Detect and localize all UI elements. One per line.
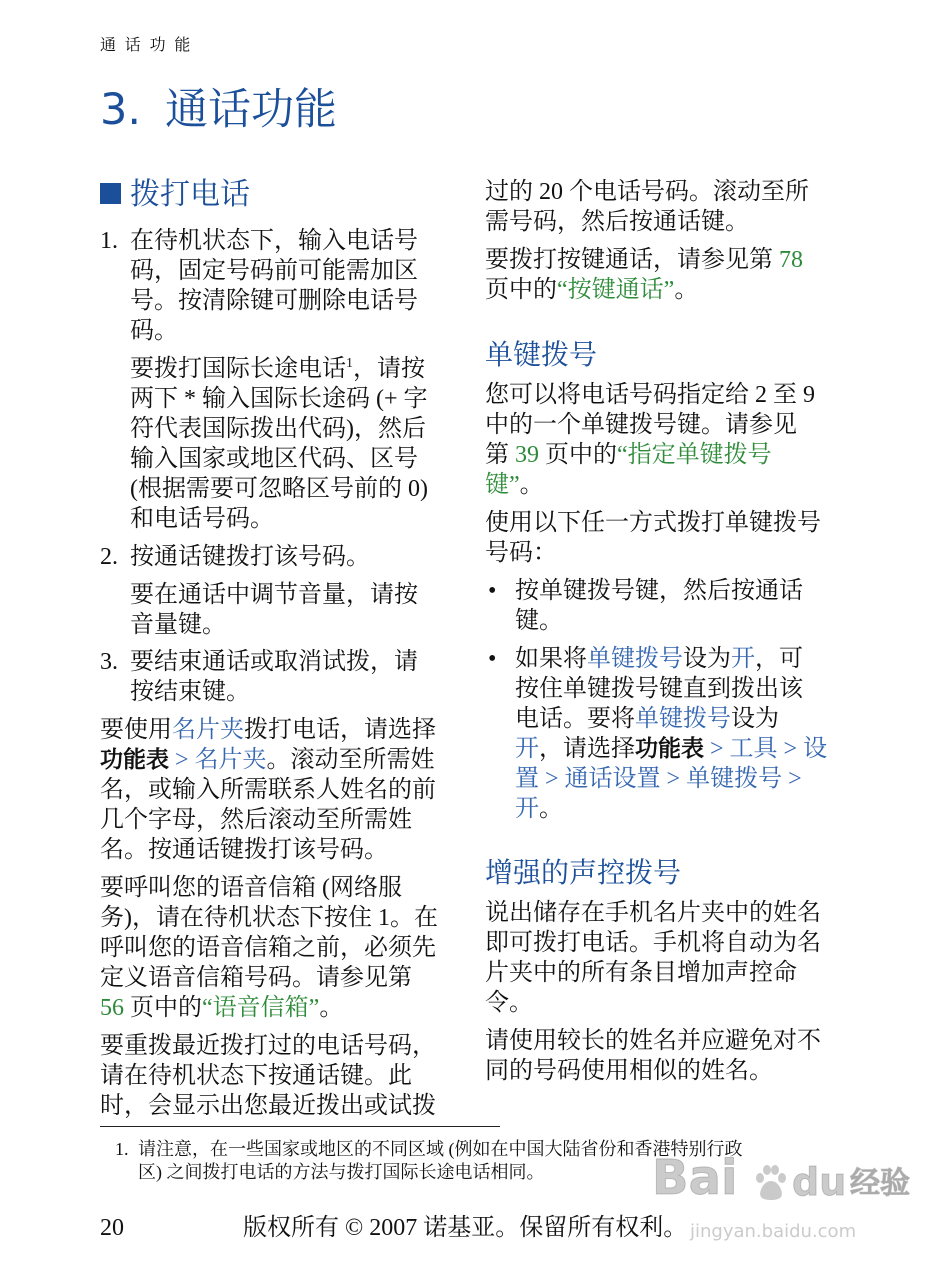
bullet-dot-icon: • — [488, 646, 497, 672]
section-heading-voice-dial: 增强的声控拨号 — [485, 856, 682, 889]
voice-dial-line: 即可拨打电话。手机将自动为名 — [485, 930, 821, 956]
section-heading-dialing — [100, 177, 250, 213]
contacts-line: 名。按通话键拨打该号码。 — [100, 837, 388, 863]
square-bullet-icon — [100, 183, 121, 204]
voice-dial-line: 令。 — [485, 990, 533, 1016]
voice-dial-line: 请使用较长的姓名并应避免对不 — [485, 1028, 821, 1054]
voicemail-line: 呼叫您的语音信箱之前，必须先 — [100, 935, 436, 961]
text-run: ，请按 — [353, 356, 425, 382]
baidu-paw-icon — [752, 1163, 790, 1203]
voicemail-line: 务)，请在待机状态下按住 1。在 — [100, 905, 438, 931]
voicemail-line: 要呼叫您的语音信箱 (网络服 — [100, 875, 402, 901]
text-run: 页中的 — [124, 995, 202, 1021]
section-ref-link[interactable]: “指定单键拨号 — [617, 442, 772, 468]
step-1 — [100, 226, 418, 346]
speed-dial-intro — [485, 380, 815, 500]
chapter-number: 3. — [100, 85, 142, 135]
copyright-notice: 版权所有 © 2007 诺基亚。保留所有权利。 — [243, 1215, 688, 1241]
redial-line: 过的 20 个电话号码。滚动至所 — [485, 179, 809, 205]
page-ref-link[interactable]: 56 — [100, 995, 124, 1021]
menu-term-speed-dial: 单键拨号 — [587, 646, 683, 672]
redial-paragraph — [100, 1031, 436, 1121]
text-run: 。 — [539, 796, 563, 822]
voicemail-line: 定义语音信箱号码。请参见第 — [100, 965, 412, 991]
redial-line: 时，会显示出您最近拨出或试拨 — [100, 1093, 436, 1119]
volume-note-line: 音量键。 — [130, 612, 226, 638]
speed-dial-line: 中的一个单键拨号键。请参见 — [485, 412, 797, 438]
section-heading-speed-dial: 单键拨号 — [485, 338, 598, 371]
step-number: 3. — [100, 649, 118, 675]
speed-dial-line — [485, 470, 815, 500]
redial-paragraph-continued — [485, 177, 809, 237]
contacts-line: 几个字母，然后滚动至所需姓 — [100, 807, 412, 833]
menu-term-on: 开 — [515, 736, 539, 762]
step-1-line: 码，固定号码前可能需加区 — [130, 258, 418, 284]
menu-path: > 工具 > 设 — [704, 736, 828, 762]
redial-line: 要重拨最近拨打过的电话号码， — [100, 1033, 436, 1059]
running-header: 通话功能 — [100, 35, 200, 54]
page-number: 20 — [100, 1215, 124, 1241]
bullet-line: 按住单键拨号键直到拨出该 — [515, 676, 803, 702]
bullet-line: 键。 — [515, 608, 563, 634]
text-run: 电话。要将 — [515, 706, 635, 732]
step-number: 2. — [100, 544, 118, 570]
speed-dial-line — [485, 440, 815, 470]
page-ref-link[interactable]: 78 — [779, 247, 803, 273]
ptt-line — [485, 275, 803, 305]
contacts-line — [100, 745, 436, 775]
text-run: 设为 — [731, 706, 779, 732]
menu-term-contacts: 名片夹 — [172, 717, 244, 743]
step-2-line: 按通话键拨打该号码。 — [130, 544, 370, 570]
text-run: 要拨打国际长途电话 — [130, 356, 346, 382]
text-run: 第 — [485, 442, 515, 468]
redial-line: 请在待机状态下按通话键。此 — [100, 1063, 412, 1089]
watermark-brand: du — [792, 1160, 847, 1204]
footnote-divider — [100, 1126, 500, 1127]
footnote — [115, 1138, 743, 1184]
section-heading-text: 拨打电话 — [130, 177, 250, 212]
intl-call-note-line: 输入国家或地区代码、区号 — [130, 446, 418, 472]
step-3-line: 要结束通话或取消试拨，请 — [130, 649, 418, 675]
step-1-line: 号。按清除键可删除电话号 — [130, 288, 418, 314]
watermark-url: jingyan.baidu.com — [690, 1221, 857, 1242]
speed-dial-line: 您可以将电话号码指定给 2 至 9 — [485, 382, 815, 408]
text-run: 如果将 — [515, 646, 587, 672]
volume-note-line: 要在通话中调节音量，请按 — [130, 582, 418, 608]
text-run: 要拨打按键通话，请参见第 — [485, 247, 779, 273]
footnote-line: 请注意，在一些国家或地区的不同区域 (例如在中国大陆省份和香港特别行政 — [138, 1139, 743, 1159]
voice-dial-line: 说出储存在手机名片夹中的姓名 — [485, 900, 821, 926]
menu-term-on: 开 — [515, 796, 539, 822]
section-ref-link[interactable]: 键” — [485, 472, 520, 498]
intl-call-note-line: 和电话号码。 — [130, 506, 274, 532]
menu-term-on: 开 — [731, 646, 755, 672]
text-run: 。滚动至所需姓 — [266, 747, 435, 773]
text-run: 拨打电话，请选择 — [244, 717, 436, 743]
speed-dial-line: 号码： — [485, 540, 557, 566]
bullet-item — [485, 644, 827, 824]
menu-path: 置 > 通话设置 > 单键拨号 > — [515, 766, 802, 792]
bullet-line — [515, 794, 827, 824]
footnote-marker: 1 — [346, 356, 353, 371]
volume-note — [130, 580, 418, 640]
text-run: 页中的 — [539, 442, 617, 468]
bullet-item — [485, 576, 803, 636]
watermark-label: 经验 — [850, 1166, 910, 1201]
redial-line: 需号码，然后按通话键。 — [485, 209, 749, 235]
footnote-number: 1. — [115, 1139, 129, 1159]
voice-dial-line: 片夹中的所有条目增加声控命 — [485, 960, 797, 986]
text-run: 。 — [674, 277, 699, 303]
text-run: 要使用 — [100, 717, 172, 743]
key-label-menu: 功能表 — [100, 747, 169, 773]
text-run: 。 — [319, 995, 344, 1021]
step-3-line: 按结束键。 — [130, 679, 250, 705]
intl-call-note-line: 两下 * 输入国际长途码 (+ 字 — [130, 386, 428, 412]
chapter-title: 通话功能 — [165, 85, 337, 135]
step-1-line: 在待机状态下，输入电话号 — [130, 228, 418, 254]
text-run: ，可 — [755, 646, 803, 672]
intl-call-note-line: 符代表国际拨出代码)，然后 — [130, 416, 426, 442]
contacts-line: 名，或输入所需联系人姓名的前 — [100, 777, 436, 803]
step-3 — [100, 647, 418, 707]
bullet-dot-icon: • — [488, 578, 497, 604]
intl-call-note — [130, 354, 428, 534]
step-1-line: 码。 — [130, 318, 178, 344]
bullet-line — [515, 734, 827, 764]
menu-term-speed-dial: 单键拨号 — [635, 706, 731, 732]
step-number: 1. — [100, 228, 118, 254]
voice-dial-paragraph — [485, 898, 821, 1018]
section-ref-link[interactable]: “语音信箱” — [202, 995, 320, 1021]
voicemail-line — [100, 993, 438, 1023]
page-ref-link[interactable]: 39 — [515, 442, 539, 468]
text-run: ，请选择 — [539, 736, 635, 762]
step-2 — [100, 542, 370, 572]
speed-dial-line: 使用以下任一方式拨打单键拨号 — [485, 510, 821, 536]
contacts-dial-paragraph — [100, 715, 436, 865]
voice-dial-line: 同的号码使用相似的姓名。 — [485, 1058, 773, 1084]
speed-dial-methods-intro — [485, 508, 821, 568]
intl-call-note-line: (根据需要可忽略区号前的 0) — [130, 476, 428, 502]
voicemail-paragraph — [100, 873, 438, 1023]
key-label-menu: 功能表 — [635, 736, 704, 762]
push-to-talk-paragraph — [485, 245, 803, 305]
text-run: 设为 — [683, 646, 731, 672]
text-run: 。 — [519, 472, 544, 498]
contacts-line — [100, 715, 436, 745]
section-ref-link[interactable]: “按键通话” — [557, 277, 675, 303]
footnote-line: 区) 之间拨打电话的方法与拨打国际长途电话相同。 — [138, 1162, 545, 1182]
intl-call-note-line — [130, 354, 428, 384]
menu-path: > 名片夹 — [169, 747, 267, 773]
bullet-line — [515, 644, 827, 674]
bullet-line — [515, 704, 827, 734]
voice-dial-tip — [485, 1026, 821, 1086]
watermark-brand: Bai — [652, 1150, 738, 1206]
text-run: 页中的 — [485, 277, 557, 303]
ptt-line — [485, 245, 803, 275]
bullet-line: 按单键拨号键，然后按通话 — [515, 578, 803, 604]
